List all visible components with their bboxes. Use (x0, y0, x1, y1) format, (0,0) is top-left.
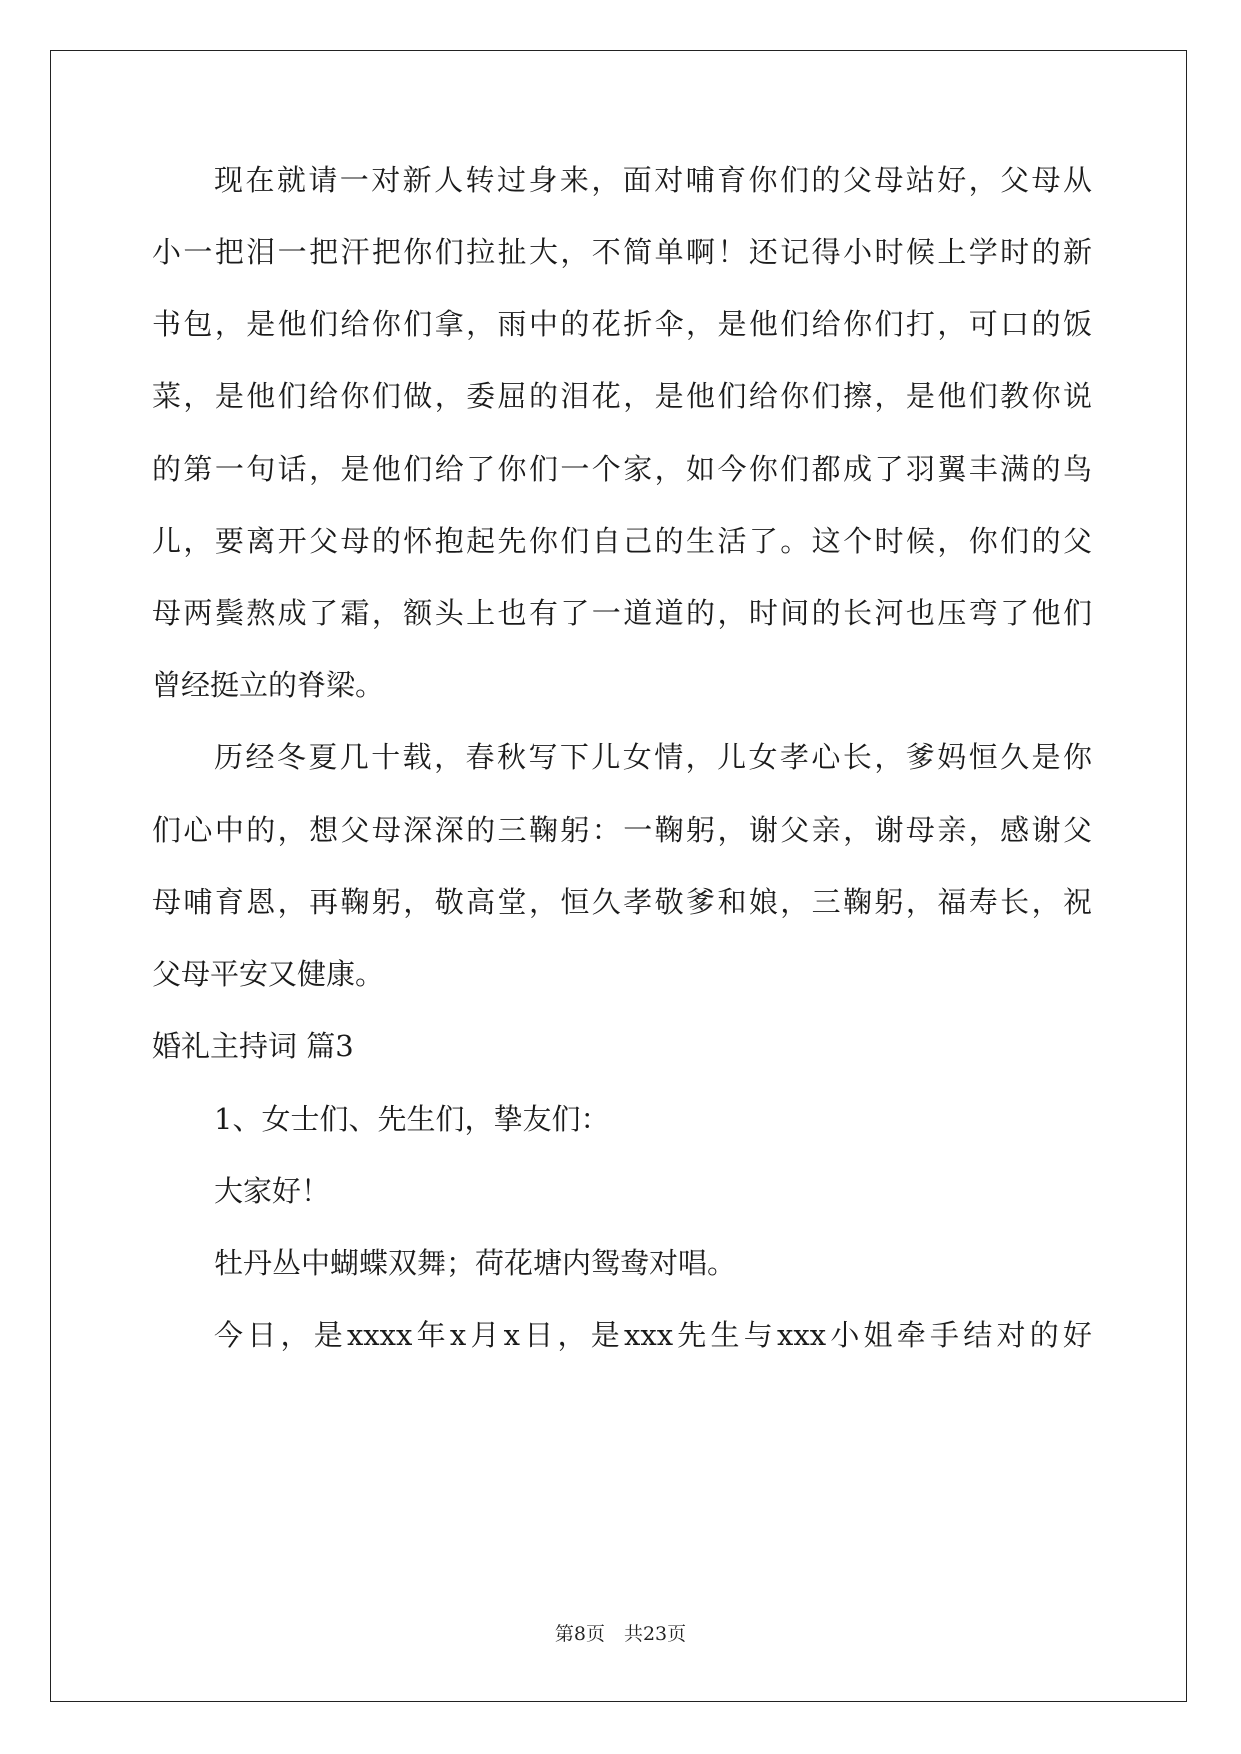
paragraph-2-line: 历经冬夏几十载，春秋写下儿女情，儿女孝心长，爹妈恒久是你 (214, 740, 1092, 774)
paragraph-1-line: 儿，要离开父母的怀抱起先你们自己的生活了。这个时候，你们的父 (152, 524, 1092, 558)
paragraph-2-line: 母哺育恩，再鞠躬，敬高堂，恒久孝敬爹和娘，三鞠躬，福寿长，祝 (152, 885, 1092, 919)
paragraph-1-line: 书包，是他们给你们拿，雨中的花折伞，是他们给你们打，可口的饭 (152, 307, 1092, 341)
paragraph-1-line: 菜，是他们给你们做，委屈的泪花，是他们给你们擦，是他们教你说 (152, 379, 1092, 413)
paragraph-1-line: 曾经挺立的脊梁。 (152, 668, 385, 702)
page-footer: 第8页 共23页 (554, 1623, 687, 1645)
greeting-line: 1、女士们、先生们，挚友们： (214, 1102, 610, 1136)
date-line: 今日，是xxxx年x月x日，是xxx先生与xxx小姐牵手结对的好 (214, 1318, 1092, 1352)
greeting-line: 大家好！ (214, 1174, 331, 1208)
page-border (50, 50, 1187, 1702)
paragraph-1-line: 母两鬓熬成了霜，额头上也有了一道道的，时间的长河也压弯了他们 (152, 596, 1092, 630)
couplet-line: 牡丹丛中蝴蝶双舞；荷花塘内鸳鸯对唱。 (214, 1246, 737, 1280)
paragraph-2-line: 父母平安又健康。 (152, 957, 385, 991)
paragraph-1-line: 的第一句话，是他们给了你们一个家，如今你们都成了羽翼丰满的鸟 (152, 452, 1092, 486)
paragraph-1-line: 小一把泪一把汗把你们拉扯大，不简单啊！还记得小时候上学时的新 (152, 235, 1092, 269)
paragraph-2-line: 们心中的，想父母深深的三鞠躬：一鞠躬，谢父亲，谢母亲，感谢父 (152, 813, 1092, 847)
paragraph-1-line: 现在就请一对新人转过身来，面对哺育你们的父母站好，父母从 (214, 163, 1092, 197)
section-heading: 婚礼主持词 篇3 (152, 1029, 354, 1063)
